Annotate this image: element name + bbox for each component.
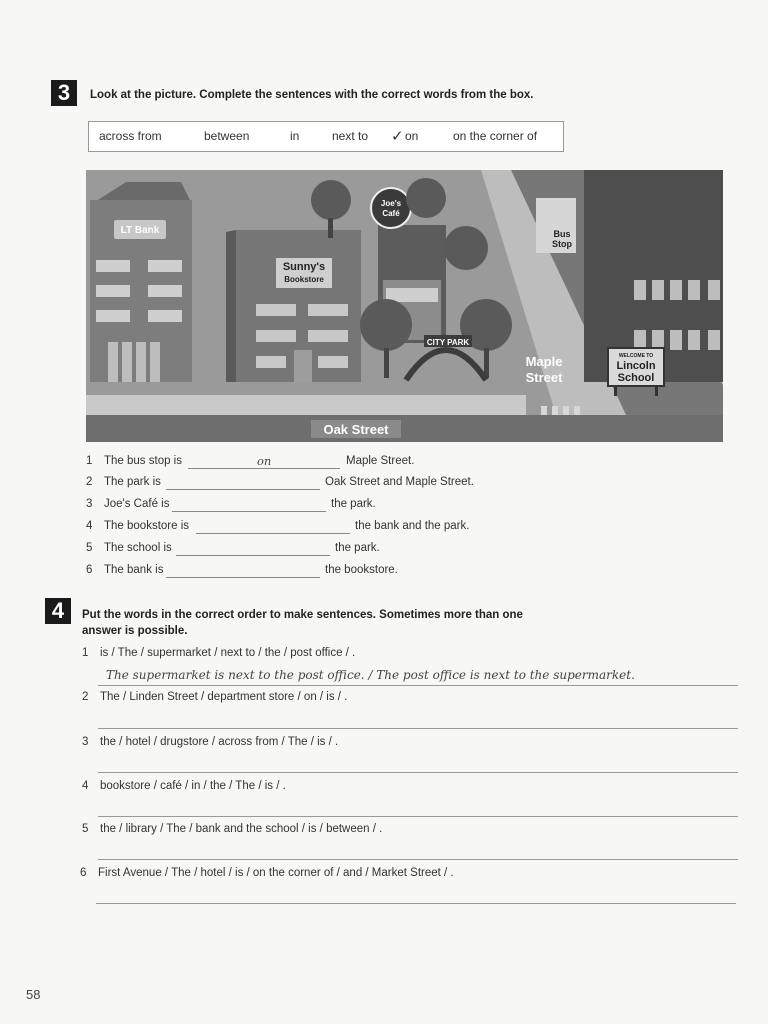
ex3-blank-5[interactable] (176, 541, 330, 556)
ex4-item-3-prompt: 3 the / hotel / drugstore / across from / The / is / . (82, 736, 339, 748)
ex3-blank-2[interactable] (166, 475, 320, 490)
park-sign: CITY PARK (426, 338, 470, 347)
ex4-item-1-prompt: 1 is / The / supermarket / next to / the / post office / . (82, 647, 356, 659)
ex4-answer-line-6[interactable] (96, 902, 736, 904)
school-sign-line1: Lincoln (616, 360, 656, 372)
exercise-3-number: 3 (51, 80, 77, 106)
ex4-answer-line-4[interactable] (98, 815, 738, 817)
word-next-to: next to (332, 129, 369, 143)
ex4-item-5-prompt: 5 the / library / The / bank and the school / is / between / . (82, 823, 383, 835)
word-on-the-corner-of: on the corner of (453, 129, 538, 143)
ex3-sentence-2-end: Oak Street and Maple Street. (325, 476, 474, 488)
ex4-item-2-prompt: 2 The / Linden Street / department store / on / is / . (82, 691, 348, 703)
word-in: in (290, 129, 300, 143)
bank-sign: LT Bank (120, 225, 160, 236)
bookstore-sign-line1: Sunny's (282, 261, 326, 273)
ex3-sentence-1: 1 The bus stop is (86, 455, 182, 467)
ex3-sentence-1-end: Maple Street. (346, 455, 415, 467)
ex4-item-4-prompt: 4 bookstore / café / in / the / The / is / . (82, 780, 286, 792)
ex3-sentence-4-end: the bank and the park. (355, 520, 470, 532)
ex3-sentence-6-end: the bookstore. (325, 564, 398, 576)
ex3-sentence-4: 4 The bookstore is (86, 520, 190, 532)
word-across-from: across from (99, 129, 162, 143)
street-scene-illustration (86, 170, 723, 442)
maple-street-label-line1: Maple (525, 354, 563, 369)
ex3-sentence-5: 5 The school is (86, 542, 172, 554)
word-on: on (405, 129, 419, 143)
ex4-answer-line-5[interactable] (98, 858, 738, 860)
ex3-answer-1: on (257, 454, 272, 468)
maple-street-label-line2: Street (525, 370, 563, 385)
bookstore-sign-line2: Bookstore (284, 275, 324, 284)
ex3-sentence-6: 6 The bank is (86, 564, 164, 576)
ex4-item-6-prompt: 6 First Avenue / The / hotel / is / on the corner of / and / Market Street / . (80, 867, 454, 879)
school-sign-line2: School (617, 372, 655, 384)
school-sign-welcome: WELCOME TO (618, 353, 654, 359)
cafe-sign-line1: Joe's (380, 199, 402, 208)
ex3-blank-4[interactable] (196, 519, 350, 534)
ex3-blank-6[interactable] (166, 563, 320, 578)
ex3-blank-3[interactable] (172, 497, 326, 512)
bus-stop-sign-line2: Stop (552, 239, 572, 249)
exercise-4-instruction-line2: answer is possible. (82, 625, 188, 637)
ex3-sentence-5-end: the park. (335, 542, 380, 554)
page-number: 58 (26, 987, 41, 1002)
ex3-sentence-3-end: the park. (331, 498, 376, 510)
bus-stop-sign-line1: Bus (553, 229, 571, 239)
exercise-3-instruction: Look at the picture. Complete the sentences with the correct words from the box. (90, 89, 534, 101)
ex3-sentence-3: 3 Joe's Café is (86, 498, 170, 510)
cafe-sign-line2: Café (382, 209, 400, 218)
exercise-4-number: 4 (45, 598, 71, 624)
ex4-answer-line-3[interactable] (98, 771, 738, 773)
ex4-item-1-answer: The supermarket is next to the post office. / The post office is next to the supermarket. (106, 668, 635, 682)
word-box (88, 121, 564, 152)
exercise-4-instruction-line1: Put the words in the correct order to make sentences. Sometimes more than one (82, 609, 523, 621)
check-mark-icon: ✓ (391, 128, 404, 145)
ex4-answer-line-1[interactable] (98, 684, 738, 686)
ex4-answer-line-2[interactable] (98, 727, 738, 729)
ex3-sentence-2: 2 The park is (86, 476, 161, 488)
oak-street-label: Oak Street (323, 422, 389, 437)
word-between: between (204, 129, 250, 143)
